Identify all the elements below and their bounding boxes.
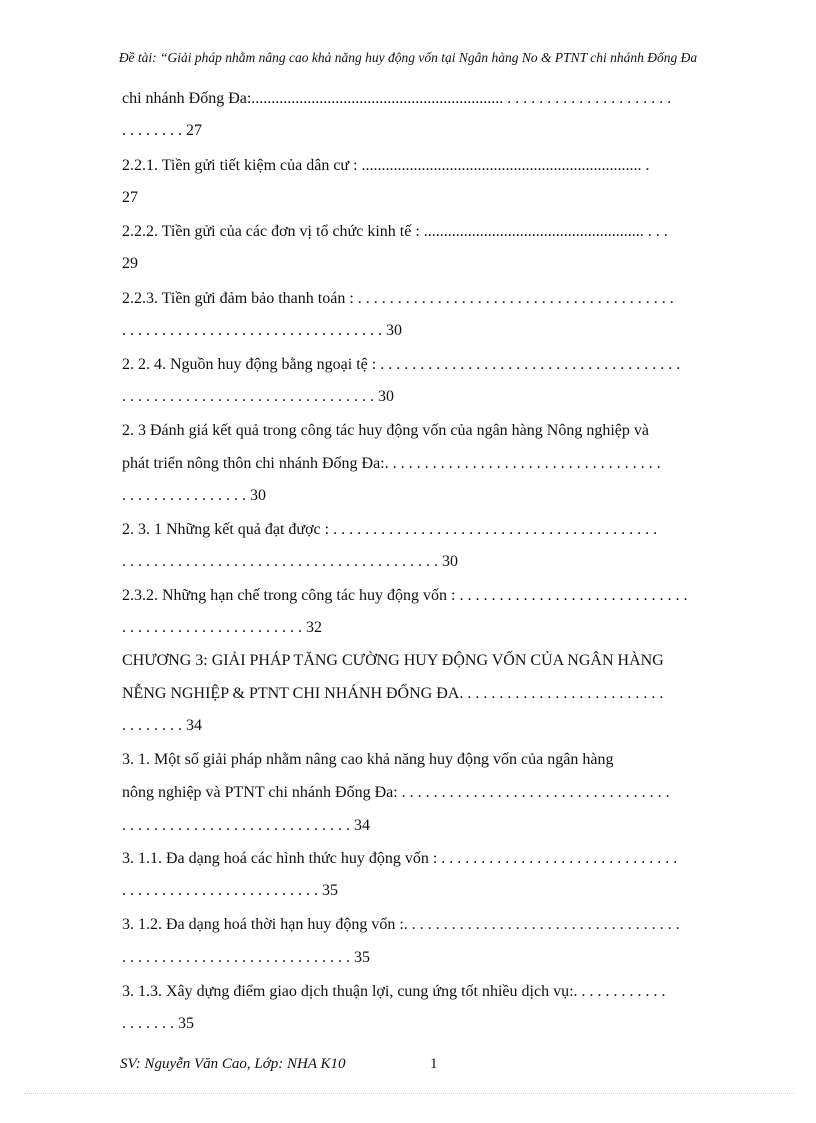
toc-line: 3. 1. Một số giải pháp nhằm nâng cao khả năng huy động vốn của ngân hàng [122,751,614,768]
toc-line: . . . . . . . . . . . . . . . . . . . . . . . . . . . . . . . . 30 [122,388,394,405]
toc-line: 2. 3 Đánh giá kết quả trong công tác huy động vốn của ngân hàng Nông nghiệp và [122,422,649,439]
toc-line: 2.2.1. Tiền gửi tiết kiệm của dân cư : ...................................................................... . [122,157,650,174]
toc-line: 27 [122,189,138,206]
toc-line: 2.2.2. Tiền gửi của các đơn vị tổ chức kinh tế : ....................................................... . . . [122,223,668,240]
toc-line: 29 [122,255,138,272]
toc-line: nông nghiệp và PTNT chi nhánh Đống Đa: . . . . . . . . . . . . . . . . . . . . . . . . . . . . . . . . . . [122,784,670,801]
document-header: Đề tài: “Giải pháp nhằm nâng cao khả năng huy động vốn tại Ngân hàng No & PTNT chi nhánh Đống Đa [118,50,698,65]
toc-line: . . . . . . . . 27 [122,122,202,139]
toc-line: chi nhánh Đống Đa:............................................................... . . . . . . . . . . . . . . . . . . . . . [122,90,672,107]
toc-line: . . . . . . . . . . . . . . . . . . . . . . . . . . . . . 34 [122,817,370,834]
toc-line: 3. 1.1. Đa dạng hoá các hình thức huy động vốn : . . . . . . . . . . . . . . . . . . . . . . . . . . . . . . [122,850,678,867]
page-bottom-rule [24,1093,794,1094]
toc-line: . . . . . . . 35 [122,1015,194,1032]
toc-chapter-heading: CHƯƠNG 3: GIẢI PHÁP TĂNG CƯỜNG HUY ĐỘNG VỐN CỦA NGÂN HÀNG [122,652,664,669]
toc-line: . . . . . . . . . . . . . . . . . . . . . . . . . 35 [122,882,338,899]
toc-line: 3. 1.3. Xây dựng điểm giao dịch thuận lợi, cung ứng tốt nhiều dịch vụ:. . . . . . . . . . . . [122,983,666,1000]
footer-author: SV: Nguyễn Văn Cao, Lớp: NHA K10 [120,1056,346,1072]
toc-line: . . . . . . . . . . . . . . . . . . . . . . . . . . . . . 35 [122,949,370,966]
toc-line: 2. 2. 4. Nguồn huy động bằng ngoại tệ : . . . . . . . . . . . . . . . . . . . . . . . . . . . . . . . . . . . . . . [122,356,681,373]
page-number: 1 [430,1056,438,1072]
toc-line: 3. 1.2. Đa dạng hoá thời hạn huy động vốn :. . . . . . . . . . . . . . . . . . . . . . . . . . . . . . . . . . . [122,916,680,933]
toc-line: 2. 3. 1 Những kết quả đạt được : . . . . . . . . . . . . . . . . . . . . . . . . . . . . . . . . . . . . . . . . . [122,521,658,538]
toc-chapter-heading: NỄNG NGHIỆP & PTNT CHI NHÁNH ĐỐNG ĐA. . . . . . . . . . . . . . . . . . . . . . . . . . [122,685,664,702]
toc-line: . . . . . . . . . . . . . . . . . . . . . . . 32 [122,619,322,636]
toc-line: 2.3.2. Những hạn chế trong công tác huy động vốn : . . . . . . . . . . . . . . . . . . . . . . . . . . . . . [122,587,688,604]
toc-line: . . . . . . . . . . . . . . . . . . . . . . . . . . . . . . . . . . . . . . . . 30 [122,553,458,570]
toc-line: . . . . . . . . . . . . . . . . . . . . . . . . . . . . . . . . . 30 [122,322,402,339]
toc-line: . . . . . . . . 34 [122,717,202,734]
toc-line: phát triển nông thôn chi nhánh Đống Đa:. . . . . . . . . . . . . . . . . . . . . . . . . . . . . . . . . . . [122,455,661,472]
toc-line: 2.2.3. Tiền gửi đảm bảo thanh toán : . . . . . . . . . . . . . . . . . . . . . . . . . . . . . . . . . . . . . . . . [122,290,674,307]
toc-line: . . . . . . . . . . . . . . . . 30 [122,487,266,504]
